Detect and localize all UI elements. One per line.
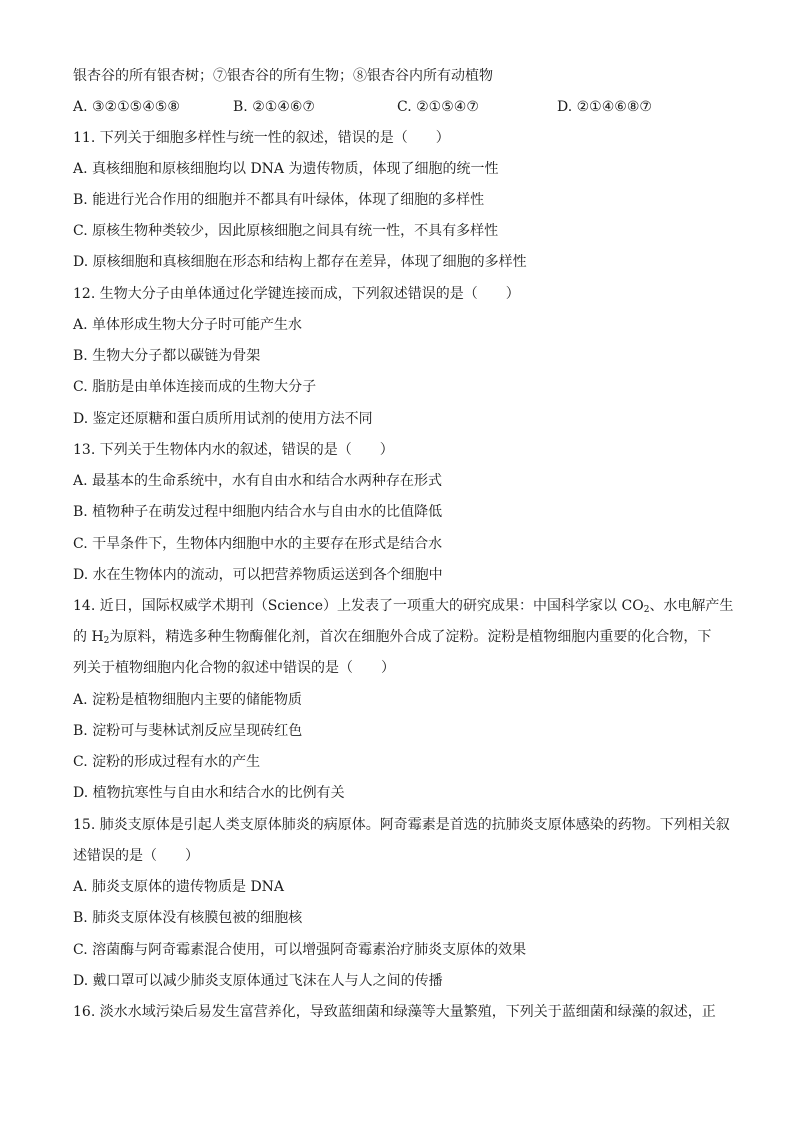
q14-h2-subscript: 2 [103,636,110,646]
q12-stem: 12. 生物大分子由单体通过化学键连接而成，下列叙述错误的是（ ） [73,286,520,302]
intro-option-a: A. ③②①⑤④⑤⑧ [73,99,180,115]
q14-stem-line-2 [73,627,723,651]
q12-option-a: A. 单体形成生物大分子时可能产生水 [73,317,303,333]
q14-stem-line-1-text-a: 14. 近日，国际权威学术期刊（Science）上发表了一项重大的研究成果：中国科学家以 CO [73,598,644,614]
q14-option-c: C. 淀粉的形成过程有水的产生 [73,754,261,770]
q15-option-b: B. 肺炎支原体没有核膜包被的细胞核 [73,910,303,926]
q11-option-b: B. 能进行光合作用的细胞并不都具有叶绿体，体现了细胞的多样性 [73,192,485,208]
q11-option-a: A. 真核细胞和原核细胞均以 DNA 为遗传物质，体现了细胞的统一性 [73,161,499,177]
intro-option-c: C. ②①⑤④⑦ [397,99,479,115]
q14-stem-line-2-text-a: 的 H [73,629,104,645]
q15-option-d: D. 戴口罩可以减少肺炎支原体通过飞沫在人与人之间的传播 [73,973,443,989]
intro-option-b: B. ②①④⑥⑦ [233,99,315,115]
q14-option-d: D. 植物抗寒性与自由水和结合水的比例有关 [73,785,345,801]
q15-stem-line-2: 述错误的是（ ） [73,848,199,864]
q14-stem-line-2-text-b: 为原料，精选多种生物酶催化剂，首次在细胞外合成了淀粉。淀粉是植物细胞内重要的化合物，下 [109,629,712,645]
q13-option-a: A. 最基本的生命系统中，水有自由水和结合水两种存在形式 [73,473,443,489]
q12-option-c: C. 脂肪是由单体连接而成的生物大分子 [73,379,317,395]
q13-option-b: B. 植物种子在萌发过程中细胞内结合水与自由水的比值降低 [73,504,443,520]
q15-option-c: C. 溶菌酶与阿奇霉素混合使用，可以增强阿奇霉素治疗肺炎支原体的效果 [73,942,527,958]
q12-option-d: D. 鉴定还原糖和蛋白质所用试剂的使用方法不同 [73,411,373,427]
q13-option-c: C. 干旱条件下，生物体内细胞中水的主要存在形式是结合水 [73,536,443,552]
q16-stem-line-1: 16. 淡水水域污染后易发生富营养化，导致蓝细菌和绿藻等大量繁殖，下列关于蓝细菌和绿藻的叙述，正 [73,1004,716,1020]
q14-stem-line-1-text-b: 、水电解产生 [649,598,734,614]
q14-option-a: A. 淀粉是植物细胞内主要的储能物质 [73,692,303,708]
q11-stem: 11. 下列关于细胞多样性与统一性的叙述，错误的是（ ） [73,130,450,146]
q14-option-b: B. 淀粉可与斐林试剂反应呈现砖红色 [73,723,303,739]
intro-continued-text: 银杏谷的所有银杏树；⑦银杏谷的所有生物；⑧银杏谷内所有动植物 [73,68,493,84]
q13-option-d: D. 水在生物体内的流动，可以把营养物质运送到各个细胞中 [73,567,443,583]
q12-option-b: B. 生物大分子都以碳链为骨架 [73,348,261,364]
intro-option-d: D. ②①④⑥⑧⑦ [557,99,652,115]
q14-co2-subscript: 2 [643,605,650,615]
q15-stem-line-1: 15. 肺炎支原体是引起人类支原体肺炎的病原体。阿奇霉素是首选的抗肺炎支原体感染的药物。下列相关叙 [73,817,730,833]
q11-option-c: C. 原核生物种类较少，因此原核细胞之间具有统一性，不具有多样性 [73,223,499,239]
q14-stem-line-1 [73,596,734,620]
q13-stem: 13. 下列关于生物体内水的叙述，错误的是（ ） [73,442,394,458]
q14-stem-line-3: 列关于植物细胞内化合物的叙述中错误的是（ ） [73,660,395,676]
q15-option-a: A. 肺炎支原体的遗传物质是 DNA [73,879,285,895]
q11-option-d: D. 原核细胞和真核细胞在形态和结构上都存在差异，体现了细胞的多样性 [73,254,527,270]
